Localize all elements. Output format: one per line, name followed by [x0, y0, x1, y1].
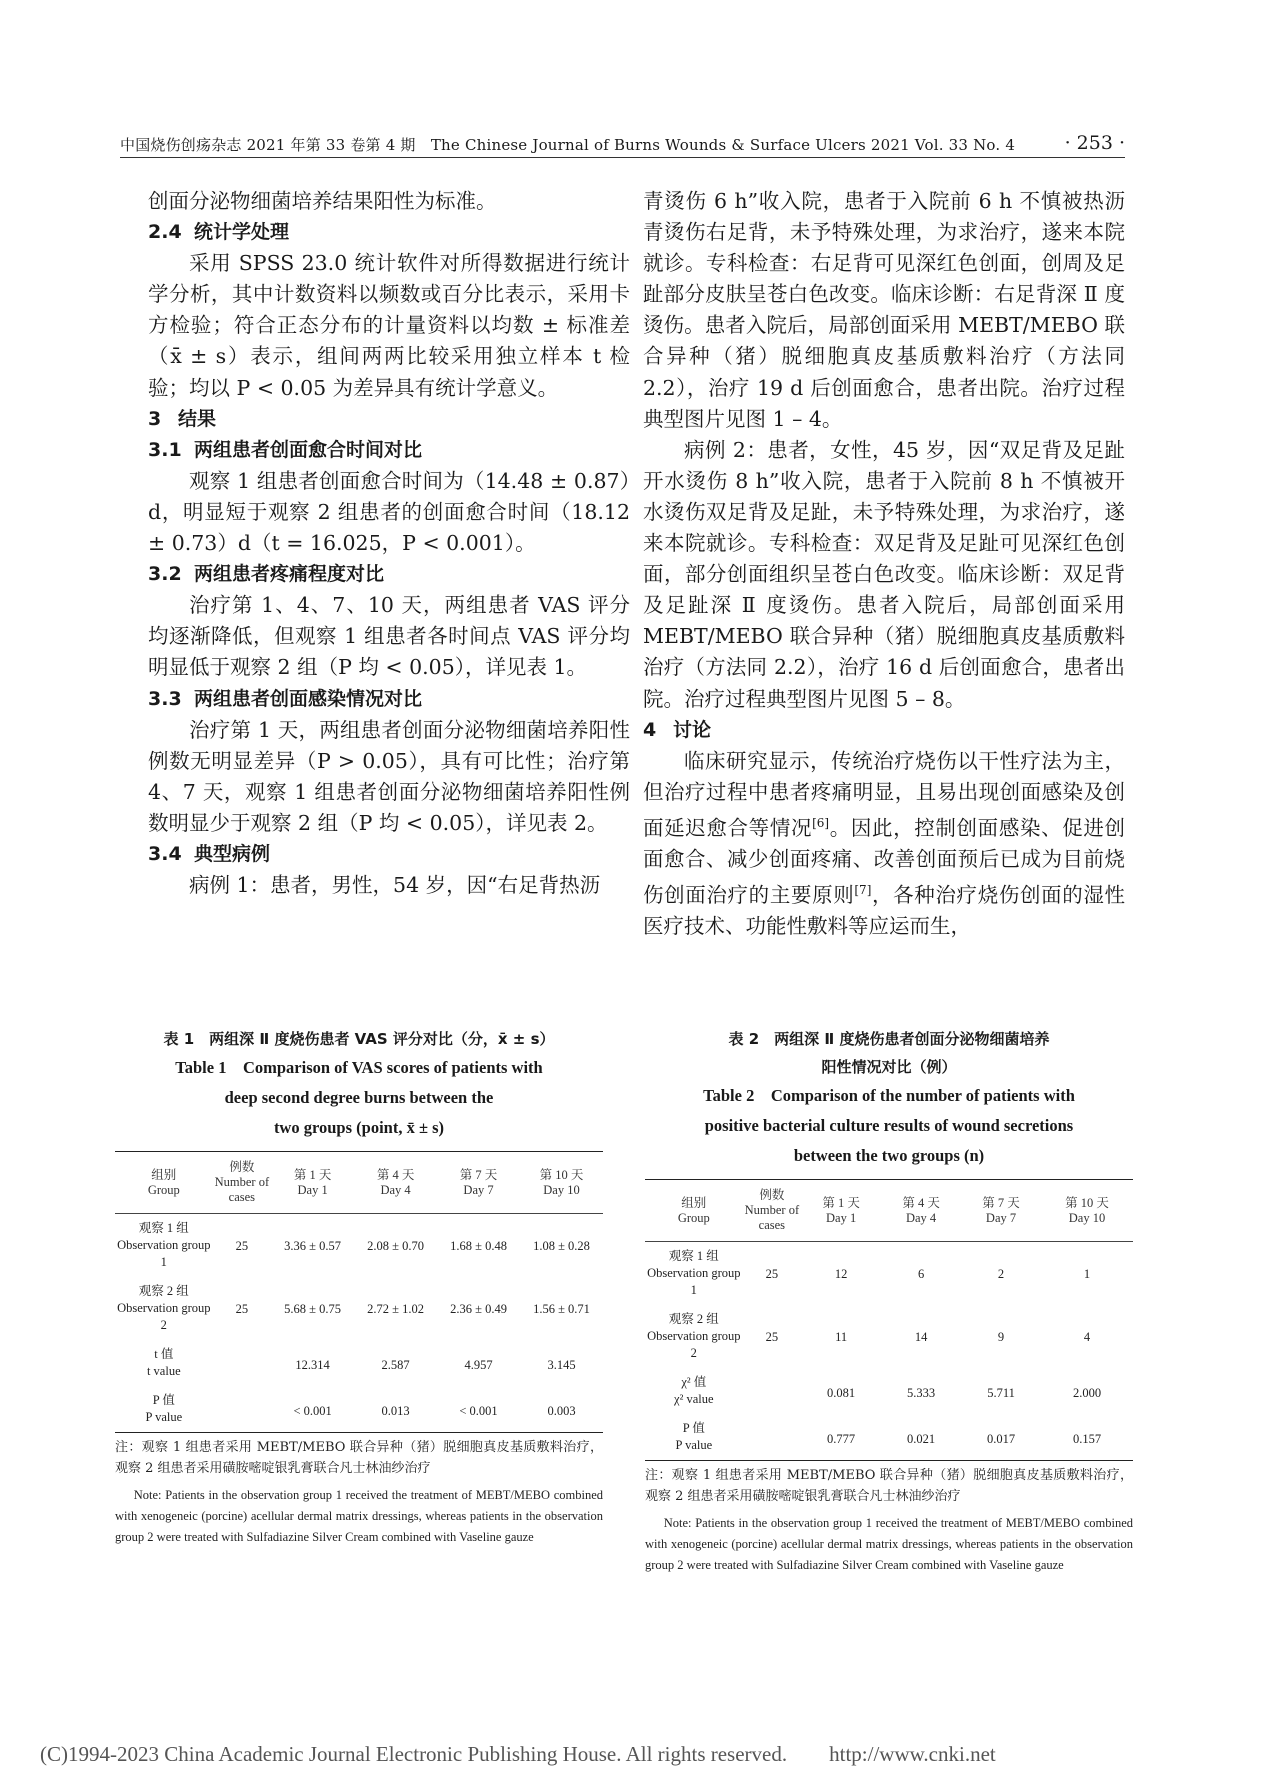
- discussion-text-3: ，各种治疗烧伤创面的湿性医疗技术、功能性敷料等应运而生，: [643, 882, 1126, 938]
- section-title: 统计学处理: [194, 221, 290, 244]
- data-table: [645, 1179, 1133, 1461]
- heading-3: [148, 404, 630, 435]
- value-cell: 0.157: [1041, 1414, 1133, 1461]
- section-title: 两组患者疼痛程度对比: [194, 563, 385, 586]
- header-cell: [520, 1152, 603, 1214]
- table-row: [115, 1386, 603, 1433]
- table-row: [115, 1340, 603, 1386]
- value-cell: 12.314: [295, 1358, 330, 1372]
- table-caption-en-3: two groups (point, x̄ ± s): [273, 1118, 445, 1137]
- header-cell: [354, 1152, 437, 1214]
- table-row: [115, 1277, 603, 1340]
- heading-3-2: [148, 559, 630, 590]
- value-cell: 4.957: [464, 1358, 493, 1372]
- header-en: Day 10: [543, 1182, 580, 1197]
- value-cell: 12: [834, 1266, 848, 1281]
- group-cell: [645, 1305, 743, 1368]
- citation-6: [6]: [812, 815, 830, 830]
- header-en: Day 7: [463, 1182, 494, 1197]
- section-number: 3.1: [148, 438, 182, 461]
- header-en: Number of cases: [744, 1203, 800, 1232]
- group-cell: [645, 1368, 743, 1414]
- header-en: Day 4: [380, 1182, 411, 1197]
- paragraph-statistics: 采用 SPSS 23.0 统计软件对所得数据进行统计学分析，其中计数资料以频数或百分比表示，采用卡方检验；符合正态分布的计量资料以均数 ± 标准差（x̄ ± s）表示，组间两两比较采用独立样本 t 检验；均以 P < 0.05 为差异具有统计学意义。: [148, 251, 630, 400]
- table-row: [645, 1414, 1133, 1461]
- table-caption-en-1: Table 2 Comparison of the number of patients with: [703, 1086, 1075, 1105]
- table-note-zh: 注：观察 1 组患者采用 MEBT/MEBO 联合异种（猪）脱细胞真皮基质敷料治疗，观察 2 组患者采用磺胺嘧啶银乳膏联合凡士林油纱治疗: [115, 1440, 603, 1476]
- count-cell: [213, 1386, 272, 1433]
- table-row: [645, 1368, 1133, 1414]
- value-cell: 0.021: [881, 1414, 961, 1461]
- value-cell: 5.333: [907, 1386, 936, 1400]
- journal-title-en: The Chinese Journal of Burns Wounds & Surface Ulcers 2021 Vol. 33 No. 4: [430, 136, 1016, 154]
- group-cell: [115, 1386, 213, 1433]
- count-cell: 25: [235, 1238, 249, 1253]
- value-cell: 1.56 ± 0.71: [533, 1301, 590, 1316]
- group-en: P value: [145, 1410, 183, 1424]
- value-cell: 9: [997, 1329, 1005, 1344]
- paragraph-case-1-start: 病例 1：患者，男性，54 岁，因“右足背热沥: [189, 873, 601, 898]
- group-zh: 观察 2 组: [138, 1284, 189, 1298]
- value-cell: 6: [917, 1266, 925, 1281]
- table-row: [645, 1305, 1133, 1368]
- header-zh: 例数: [229, 1160, 255, 1174]
- group-en: Observation group 1: [647, 1266, 741, 1297]
- table-note-en: Note: Patients in the observation group 1 received the treatment of MEBT/MEBO combined with xenogeneic (porcine) acellular dermal matrix dressings, whereas patients in the observation group 2 were treated with Sulfadiazine Silver Cream combined with Vaseline gauze: [645, 1516, 1133, 1572]
- table-1: [115, 1025, 603, 1548]
- value-cell: 5.68 ± 0.75: [284, 1301, 342, 1316]
- value-cell: 11: [835, 1329, 848, 1344]
- header-zh: 组别: [681, 1195, 707, 1210]
- table-caption-en-2: positive bacterial culture results of wound secretions: [704, 1116, 1074, 1135]
- value-cell: 5.711: [987, 1386, 1015, 1400]
- header-cell: [271, 1152, 354, 1214]
- value-cell: 0.003: [520, 1386, 603, 1433]
- value-cell: 2.08 ± 0.70: [367, 1238, 424, 1253]
- discussion-text-1: 临床研究显示，传统治疗烧伤以干性疗法为主，但治疗过程中患者疼痛明显，且易出现创面感染及创面延迟愈合等情况: [643, 748, 1125, 840]
- header-en: Day 10: [1068, 1210, 1106, 1225]
- section-number: 4: [643, 718, 657, 741]
- header-zh: 第 1 天: [293, 1167, 332, 1182]
- header-en: Day 1: [826, 1210, 857, 1225]
- value-cell: 2.36 ± 0.49: [450, 1301, 507, 1316]
- group-zh: 观察 2 组: [668, 1312, 719, 1326]
- group-zh: t 值: [154, 1347, 174, 1361]
- group-zh: 观察 1 组: [138, 1221, 189, 1235]
- discussion-text-2: 。因此，控制创面感染、促进创面愈合、减少创面疼痛、改善创面预后已成为目前烧伤创面治疗的主要原则: [643, 815, 1126, 907]
- heading-3-3: [148, 684, 630, 715]
- running-header: [120, 132, 1125, 156]
- header-zh: 第 1 天: [822, 1195, 860, 1210]
- header-zh: 例数: [759, 1188, 785, 1202]
- header-row: [115, 1152, 603, 1214]
- section-number: 2.4: [148, 221, 182, 244]
- header-zh: 第 10 天: [1065, 1195, 1109, 1210]
- value-cell: 0.777: [801, 1414, 881, 1461]
- paragraph-criteria: 创面分泌物细菌培养结果阳性为标准。: [148, 189, 497, 213]
- header-rule: [120, 157, 1125, 158]
- paragraph-healing-time: 观察 1 组患者创面愈合时间为（14.48 ± 0.87）d，明显短于观察 2 组患者的创面愈合时间（18.12 ± 0.73）d（t = 16.025，P < 0.001）。: [148, 468, 630, 556]
- page-number: · 253 ·: [1064, 132, 1125, 154]
- section-number: 3.4: [148, 842, 182, 865]
- group-cell: [645, 1242, 743, 1306]
- group-en: Observation group 2: [647, 1329, 741, 1360]
- value-cell: 3.145: [547, 1358, 576, 1372]
- group-zh: χ² 值: [681, 1375, 707, 1389]
- value-cell: 1: [1083, 1266, 1091, 1281]
- group-cell: [645, 1414, 743, 1461]
- header-en: Day 4: [905, 1210, 937, 1225]
- value-cell: 14: [914, 1329, 928, 1344]
- heading-2-4: [148, 217, 630, 248]
- value-cell: 2: [997, 1266, 1005, 1281]
- paragraph-pain: 治疗第 1、4、7、10 天，两组患者 VAS 评分均逐渐降低，但观察 1 组患者各时间点 VAS 评分均明显低于观察 2 组（P 均 < 0.05），详见表 1。: [148, 593, 630, 680]
- left-column: [148, 186, 630, 901]
- header-zh: 组别: [151, 1167, 177, 1182]
- count-cell: [743, 1368, 802, 1414]
- value-cell: 2.587: [381, 1358, 410, 1372]
- table-caption-en-2: deep second degree burns between the: [224, 1088, 494, 1107]
- value-cell: 0.013: [354, 1386, 437, 1433]
- heading-3-4: [148, 839, 630, 870]
- heading-4: [643, 715, 1125, 746]
- section-title: 两组患者创面愈合时间对比: [194, 438, 423, 461]
- value-cell: 0.017: [961, 1414, 1041, 1461]
- value-cell: < 0.001: [271, 1386, 354, 1433]
- value-cell: 2.72 ± 1.02: [367, 1301, 424, 1316]
- header-cell: [115, 1152, 213, 1214]
- header-en: Group: [677, 1210, 710, 1225]
- citation-7: [7]: [854, 882, 872, 897]
- table-caption-zh-1: 表 2 两组深 Ⅱ 度烧伤患者创面分泌物细菌培养: [728, 1030, 1050, 1048]
- header-cell: [743, 1180, 802, 1242]
- copyright-footer: (C)1994-2023 China Academic Journal Electronic Publishing House. All rights reserved. http://www.cnki.net: [40, 1742, 996, 1766]
- header-en: Day 1: [297, 1182, 328, 1197]
- header-cell: [213, 1152, 272, 1214]
- group-en: χ² value: [674, 1392, 714, 1406]
- value-cell: 2.000: [1072, 1386, 1102, 1400]
- paragraph-case-2: 病例 2：患者，女性，45 岁，因“双足背及足趾开水烫伤 8 h”收入院，患者于入院前 8 h 不慎被开水烫伤双足背及足趾，未予特殊处理，为求治疗，遂来本院就诊。专科检查：双足背及足趾可见深红色创面，部分创面组织呈苍白色改变。临床诊断：双足背及足趾深 Ⅱ 度烫伤。患者入院后，局部创面采用 MEBT/MEBO 联合异种（猪）脱细胞真皮基质敷料治疗（方法同 2.2），治疗 16 d 后创面愈合，患者出院。治疗过程典型图片见图 5 – 8。: [643, 437, 1125, 711]
- count-cell: 25: [765, 1266, 779, 1281]
- value-cell: 1.68 ± 0.48: [450, 1238, 507, 1253]
- header-en: Day 7: [985, 1210, 1017, 1225]
- journal-title-zh: 中国烧伤创疡杂志 2021 年第 33 卷第 4 期: [120, 136, 416, 154]
- count-cell: 25: [765, 1329, 779, 1344]
- header-row: [645, 1180, 1133, 1242]
- header-cell: [961, 1180, 1041, 1242]
- paragraph-discussion: [643, 746, 1125, 942]
- header-en: Number of cases: [214, 1175, 270, 1204]
- header-cell: [801, 1180, 881, 1242]
- group-en: Observation group 1: [117, 1238, 211, 1269]
- header-cell: [645, 1180, 743, 1242]
- table-caption-en-3: between the two groups (n): [793, 1146, 985, 1165]
- group-zh: 观察 1 组: [668, 1249, 719, 1263]
- value-cell: 0.081: [827, 1386, 856, 1400]
- value-cell: 1.08 ± 0.28: [533, 1238, 590, 1253]
- group-zh: P 值: [152, 1393, 175, 1407]
- section-title: 结果: [178, 407, 217, 430]
- section-number: 3: [148, 407, 162, 430]
- section-number: 3.3: [148, 687, 182, 710]
- paragraph-infection: 治疗第 1 天，两组患者创面分泌物细菌培养阳性例数无明显差异（P > 0.05），具有可比性；治疗第 4、7 天，观察 1 组患者创面分泌物细菌培养阳性例数明显少于观察 2 组（P 均 < 0.05），详见表 2。: [148, 717, 630, 835]
- header-cell: [437, 1152, 520, 1214]
- group-cell: [115, 1214, 213, 1278]
- header-zh: 第 7 天: [459, 1167, 498, 1182]
- section-title: 讨论: [673, 718, 712, 741]
- group-cell: [115, 1340, 213, 1386]
- value-cell: 3.36 ± 0.57: [284, 1238, 342, 1253]
- value-cell: < 0.001: [437, 1386, 520, 1433]
- data-table: [115, 1151, 603, 1433]
- group-cell: [115, 1277, 213, 1340]
- table-row: [115, 1214, 603, 1278]
- table-caption-zh: 表 1 两组深 Ⅱ 度烧伤患者 VAS 评分对比（分，x̄ ± s）: [163, 1030, 555, 1048]
- table-row: [645, 1242, 1133, 1306]
- section-title: 两组患者创面感染情况对比: [194, 687, 423, 710]
- header-zh: 第 10 天: [539, 1167, 584, 1182]
- heading-3-1: [148, 435, 630, 466]
- section-number: 3.2: [148, 563, 182, 586]
- table-note-zh: 注：观察 1 组患者采用 MEBT/MEBO 联合异种（猪）脱细胞真皮基质敷料治疗，观察 2 组患者采用磺胺嘧啶银乳膏联合凡士林油纱治疗: [645, 1468, 1133, 1504]
- header-cell: [881, 1180, 961, 1242]
- header-zh: 第 7 天: [982, 1195, 1020, 1210]
- count-cell: 25: [235, 1301, 249, 1316]
- right-column: [643, 186, 1125, 942]
- group-en: P value: [675, 1438, 713, 1452]
- paragraph-case-1-cont: 青烫伤 6 h”收入院，患者于入院前 6 h 不慎被热沥青烫伤右足背，未予特殊处理，为求治疗，遂来本院就诊。专科检查：右足背可见深红色创面，创周及足趾部分皮肤呈苍白色改变。临床诊断：右足背深 Ⅱ 度烫伤。患者入院后，局部创面采用 MEBT/MEBO 联合异种（猪）脱细胞真皮基质敷料治疗（方法同 2.2），治疗 19 d 后创面愈合，患者出院。治疗过程典型图片见图 1 – 4。: [643, 189, 1125, 431]
- header-zh: 第 4 天: [376, 1167, 415, 1182]
- value-cell: 4: [1083, 1329, 1091, 1344]
- group-en: Observation group 2: [117, 1301, 211, 1332]
- header-zh: 第 4 天: [902, 1195, 940, 1210]
- group-zh: P 值: [682, 1421, 705, 1435]
- table-caption-zh-2: 阳性情况对比（例）: [821, 1058, 957, 1076]
- group-en: t value: [146, 1364, 181, 1378]
- table-caption-en-1: Table 1 Comparison of VAS scores of patients with: [175, 1058, 543, 1077]
- table-note-en: Note: Patients in the observation group 1 received the treatment of MEBT/MEBO combined with xenogeneic (porcine) acellular dermal matrix dressings, whereas patients in the observation group 2 were treated with Sulfadiazine Silver Cream combined with Vaseline gauze: [115, 1488, 603, 1544]
- header-cell: [1041, 1180, 1133, 1242]
- header-en: Group: [147, 1182, 180, 1197]
- table-2: [645, 1025, 1133, 1576]
- section-title: 典型病例: [194, 842, 271, 865]
- count-cell: [213, 1340, 272, 1386]
- count-cell: [743, 1414, 802, 1461]
- journal-header-line: [120, 134, 1015, 155]
